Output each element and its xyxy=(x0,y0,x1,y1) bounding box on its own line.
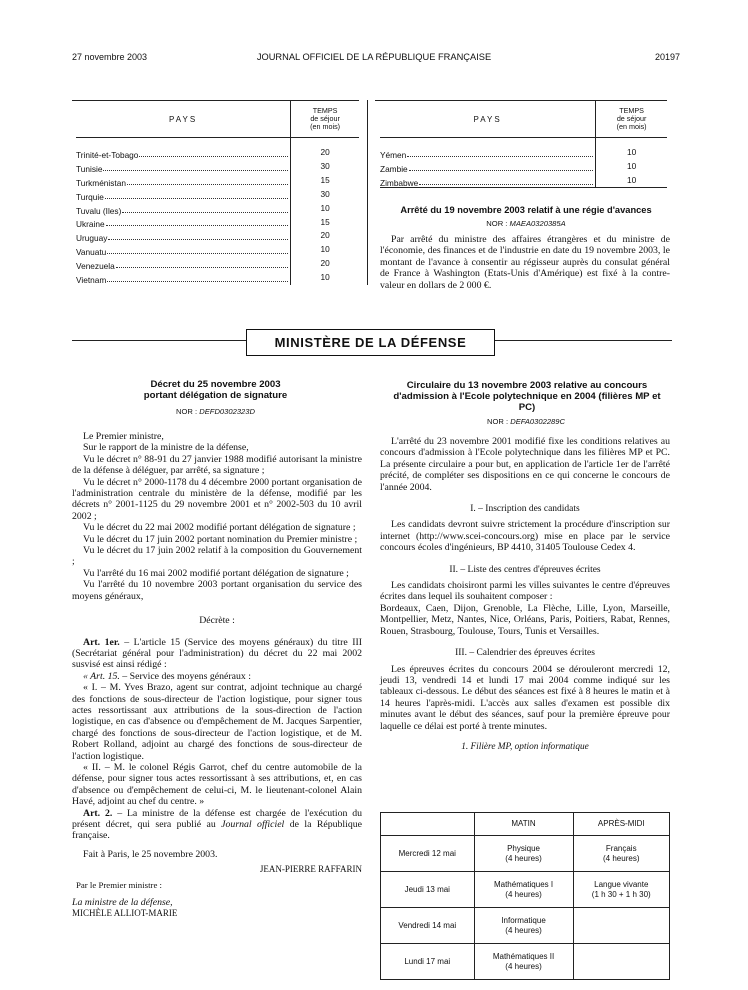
country-months: 10 xyxy=(291,202,359,216)
country-name: Venezuela xyxy=(76,261,115,272)
arrete-nor: NOR : MAEA0320385A xyxy=(486,219,566,228)
ministre-title: La ministre de la défense, xyxy=(72,897,173,909)
col-pays: PAYS xyxy=(76,101,291,138)
country-name: Vietnam xyxy=(76,275,107,286)
schedule-day: Jeudi 13 mai xyxy=(381,872,475,908)
ministre-name: MICHÈLE ALLIOT-MARIE xyxy=(72,908,178,919)
country-name-cell xyxy=(76,160,291,174)
country-months: 10 xyxy=(596,174,667,188)
par-premier-ministre: Par le Premier ministre : xyxy=(76,879,162,890)
country-months: 15 xyxy=(291,174,359,188)
col-apres-midi: APRÈS-MIDI xyxy=(573,813,669,836)
column-divider xyxy=(367,100,368,285)
country-table-left xyxy=(76,101,359,285)
visa-line: Le Premier ministre, xyxy=(83,431,164,442)
country-name-cell xyxy=(76,216,291,230)
country-name: Zimbabwe xyxy=(380,177,419,188)
country-name: Zambie xyxy=(380,163,408,174)
section-3-heading: III. – Calendrier des épreuves écrites xyxy=(455,648,595,659)
arrete-title: Arrêté du 19 novembre 2003 relatif à une régie d'avances xyxy=(400,205,652,215)
country-months: 30 xyxy=(291,188,359,202)
visa-line: Vu le décret n° 88-91 du 27 janvier 1988 modifié autorisant la ministre de la défense à déléguer, par arrêté, sa signature ; xyxy=(72,453,362,477)
section-2-text-1: Les candidats choisiront parmi les villes suivantes le centre d'épreuves écrites dans lequel ils souhaitent composer : xyxy=(380,580,670,603)
schedule-matin: Mathématiques I (4 heures) xyxy=(474,872,573,908)
country-row xyxy=(76,188,359,202)
country-name-cell xyxy=(380,160,596,174)
schedule-day: Mercredi 12 mai xyxy=(381,836,475,872)
country-row xyxy=(76,174,359,188)
country-name-cell xyxy=(76,188,291,202)
country-row xyxy=(380,146,667,160)
visa-line: Vu le décret du 17 juin 2002 portant nomination du Premier ministre ; xyxy=(83,533,358,545)
country-row xyxy=(380,174,667,188)
country-row xyxy=(76,257,359,271)
country-name: Tuvalu (Iles) xyxy=(76,205,122,216)
country-row xyxy=(76,229,359,243)
country-row xyxy=(76,271,359,285)
country-name-cell xyxy=(76,257,291,271)
table-right-bottom-rule xyxy=(380,187,667,188)
article-15: « Art. 15. – Service des moyens généraux : xyxy=(83,670,251,682)
visa-line: Vu l'arrêté du 16 mai 2002 modifié portant délégation de signature ; xyxy=(83,567,349,579)
circulaire-body xyxy=(380,436,670,753)
section-1-text: Les candidats devront suivre strictement la procédure d'inscription sur internet (http://www.scei-concours.org) mise en place par le service concours écoles d'ingénieurs, BP 4410, 31405 Toulouse Cedex 4. xyxy=(380,519,670,554)
schedule-matin: Physique (4 heures) xyxy=(474,836,573,872)
col-pays: PAYS xyxy=(380,101,596,138)
schedule-apres-midi xyxy=(573,908,669,944)
visa-line: Vu le décret du 17 juin 2002 relatif à la composition du Gouvernement ; xyxy=(72,545,362,568)
visa-line: Vu le décret du 22 mai 2002 modifié portant délégation de signature ; xyxy=(83,522,356,534)
country-months: 20 xyxy=(291,229,359,243)
schedule-day: Vendredi 14 mai xyxy=(381,908,475,944)
decrete: Décrète : xyxy=(199,615,235,627)
country-row xyxy=(76,243,359,257)
country-name: Tunisie xyxy=(76,163,103,174)
country-months: 30 xyxy=(291,160,359,174)
country-row xyxy=(76,216,359,230)
visa-line: Vu l'arrêté du 10 novembre 2003 portant organisation du service des moyens généraux, xyxy=(72,579,362,602)
header-page: 20197 xyxy=(654,52,680,62)
table-caption: 1. Filière MP, option informatique xyxy=(461,741,589,752)
signer: JEAN-PIERRE RAFFARIN xyxy=(259,864,362,875)
header-journal: JOURNAL OFFICIEL DE LA RÉPUBLIQUE FRANÇAISE xyxy=(256,52,492,62)
country-name-cell xyxy=(76,146,291,160)
country-name: Ukraine xyxy=(76,219,105,230)
circulaire-nor: NOR : DEFA0302289C xyxy=(487,417,565,426)
col-matin: MATIN xyxy=(474,813,573,836)
schedule-matin: Informatique (4 heures) xyxy=(474,908,573,944)
col-temps: TEMPS de séjour (en mois) xyxy=(291,101,359,138)
schedule-table xyxy=(380,812,670,980)
country-row xyxy=(76,160,359,174)
col-temps: TEMPS de séjour (en mois) xyxy=(596,101,667,138)
country-row xyxy=(76,146,359,160)
decret-body xyxy=(72,431,362,920)
schedule-matin: Mathématiques II (4 heures) xyxy=(474,944,573,980)
country-name-cell xyxy=(76,243,291,257)
section-2-heading: II. – Liste des centres d'épreuves écrites xyxy=(449,564,601,575)
paragraph-i: « I. – M. Yves Brazo, agent sur contrat, adjoint technique au chargé des fonctions de sous-directeur de l'action logistique, pour signer tous actes ressortissant aux attributions de la sous-direction de l'action logistique, en cas d'absence ou d'empêchement de M. Jacques Sarpentier, chargé des fonctions de sous-directeur de l'action logistique, et de M. Robert Rolland, adjoint au chargé des fonctions de sous-directeur de l'action logistique. xyxy=(72,682,362,762)
country-name: Turquie xyxy=(76,191,104,202)
decret-nor: NOR : DEFD0302323D xyxy=(176,407,255,416)
country-months: 10 xyxy=(596,146,667,160)
paragraph-ii: « II. – M. le colonel Régis Garrot, chef du centre automobile de la défense, pour signer tous actes ressortissant à ses attributions, et, en cas d'absence ou d'empêchement de celui-ci, M. le lieutenant-colonel Alain Havé, adjoint au chef du centre. » xyxy=(72,761,362,808)
country-months: 20 xyxy=(291,146,359,160)
section-1-heading: I. – Inscription des candidats xyxy=(470,504,580,515)
schedule-apres-midi xyxy=(573,944,669,980)
country-name: Trinité-et-Tobago xyxy=(76,149,139,160)
section-3-text: Les épreuves écrites du concours 2004 se dérouleront mercredi 12, jeudi 13, vendredi 14 et lundi 17 mai 2004 comme indiqué sur les tableaux ci-dessous. Le début des séances est fixé à 8 heures le matin et à 14 heures l'après-midi. L'accès aux salles d'examen est possible dix minutes avant le début des séances, sauf pour la première épreuve pour laquelle ce délai est porté à trente minutes. xyxy=(380,663,670,732)
country-months: 15 xyxy=(291,216,359,230)
schedule-row xyxy=(381,836,670,872)
country-name-cell xyxy=(76,174,291,188)
country-name-cell xyxy=(76,271,291,285)
schedule-day: Lundi 17 mai xyxy=(381,944,475,980)
visa-line: Sur le rapport de la ministre de la défense, xyxy=(83,442,249,454)
country-name: Uruguay xyxy=(76,233,108,244)
schedule-apres-midi: Langue vivante (1 h 30 + 1 h 30) xyxy=(573,872,669,908)
schedule-row xyxy=(381,872,670,908)
country-months: 20 xyxy=(291,257,359,271)
schedule-corner xyxy=(381,813,475,836)
article-1: Art. 1er. – L'article 15 (Service des moyens généraux) du titre III (Secrétariat général pour l'administration) du décret du 22 mai 2002 susvisé est ainsi rédigé : xyxy=(72,636,362,671)
country-name-cell xyxy=(76,229,291,243)
schedule-row xyxy=(381,944,670,980)
country-months: 10 xyxy=(291,243,359,257)
circulaire-title: Circulaire du 13 novembre 2003 relative au concours d'admission à l'Ecole polytechnique en 2004 (filières MP et PC) xyxy=(393,380,661,413)
country-name-cell xyxy=(380,146,596,160)
country-row xyxy=(76,202,359,216)
fait-a-paris: Fait à Paris, le 25 novembre 2003. xyxy=(83,848,218,860)
visa-line: Vu le décret n° 2000-1178 du 4 décembre 2000 portant organisation de l'administration centrale du ministère de la défense, modifié par les décrets n° 2001-1125 du 29 novembre 2001 et n° 2002-503 du 10 avril 2002 ; xyxy=(72,476,362,522)
arrete-text: Par arrêté du ministre des affaires étrangères et du ministre de l'économie, des finances et de l'industrie en date du 19 novembre 2003, le montant de l'avance à consentir au régisseur auprès du consulat général de France à Washington (Etats-Unis d'Amérique) est fixé à la contre-valeur en dollars de 2 000 €. xyxy=(380,234,670,291)
header-date: 27 novembre 2003 xyxy=(72,52,148,62)
country-months: 10 xyxy=(596,160,667,174)
schedule-row xyxy=(381,908,670,944)
country-name: Turkménistan xyxy=(76,177,126,188)
country-name-cell xyxy=(380,174,596,188)
article-2: Art. 2. – La ministre de la défense est chargée de l'exécution du présent décret, qui sera publié au Journal officiel de la République française. xyxy=(72,807,363,842)
country-name: Yémen xyxy=(380,149,407,160)
decret-title: Décret du 25 novembre 2003 portant délégation de signature xyxy=(143,379,288,401)
schedule-apres-midi: Français (4 heures) xyxy=(573,836,669,872)
country-table-right xyxy=(380,101,667,188)
section-2-text-2: Bordeaux, Caen, Dijon, Grenoble, La Flèche, Lille, Lyon, Marseille, Montpellier, Metz, Nantes, Nice, Orléans, Paris, Poitiers, Rabat, Rennes, Rouen, Strasbourg, Toulouse, Tours, Tunis et Versailles. xyxy=(380,602,670,637)
ministry-heading: MINISTÈRE DE LA DÉFENSE xyxy=(246,329,495,356)
circulaire-intro: L'arrêté du 23 novembre 2001 modifié fixe les conditions relatives au concours d'admission à l'Ecole polytechnique dans les filières MP et PC. La présente circulaire a pour but, en application de l'article 1er de l'arrêté précité, de compléter ses dispositions en ce qui concerne le concours de l'année 2004. xyxy=(380,436,670,493)
country-months: 10 xyxy=(291,271,359,285)
country-row xyxy=(380,160,667,174)
country-name-cell xyxy=(76,202,291,216)
country-name: Vanuatu xyxy=(76,247,107,258)
